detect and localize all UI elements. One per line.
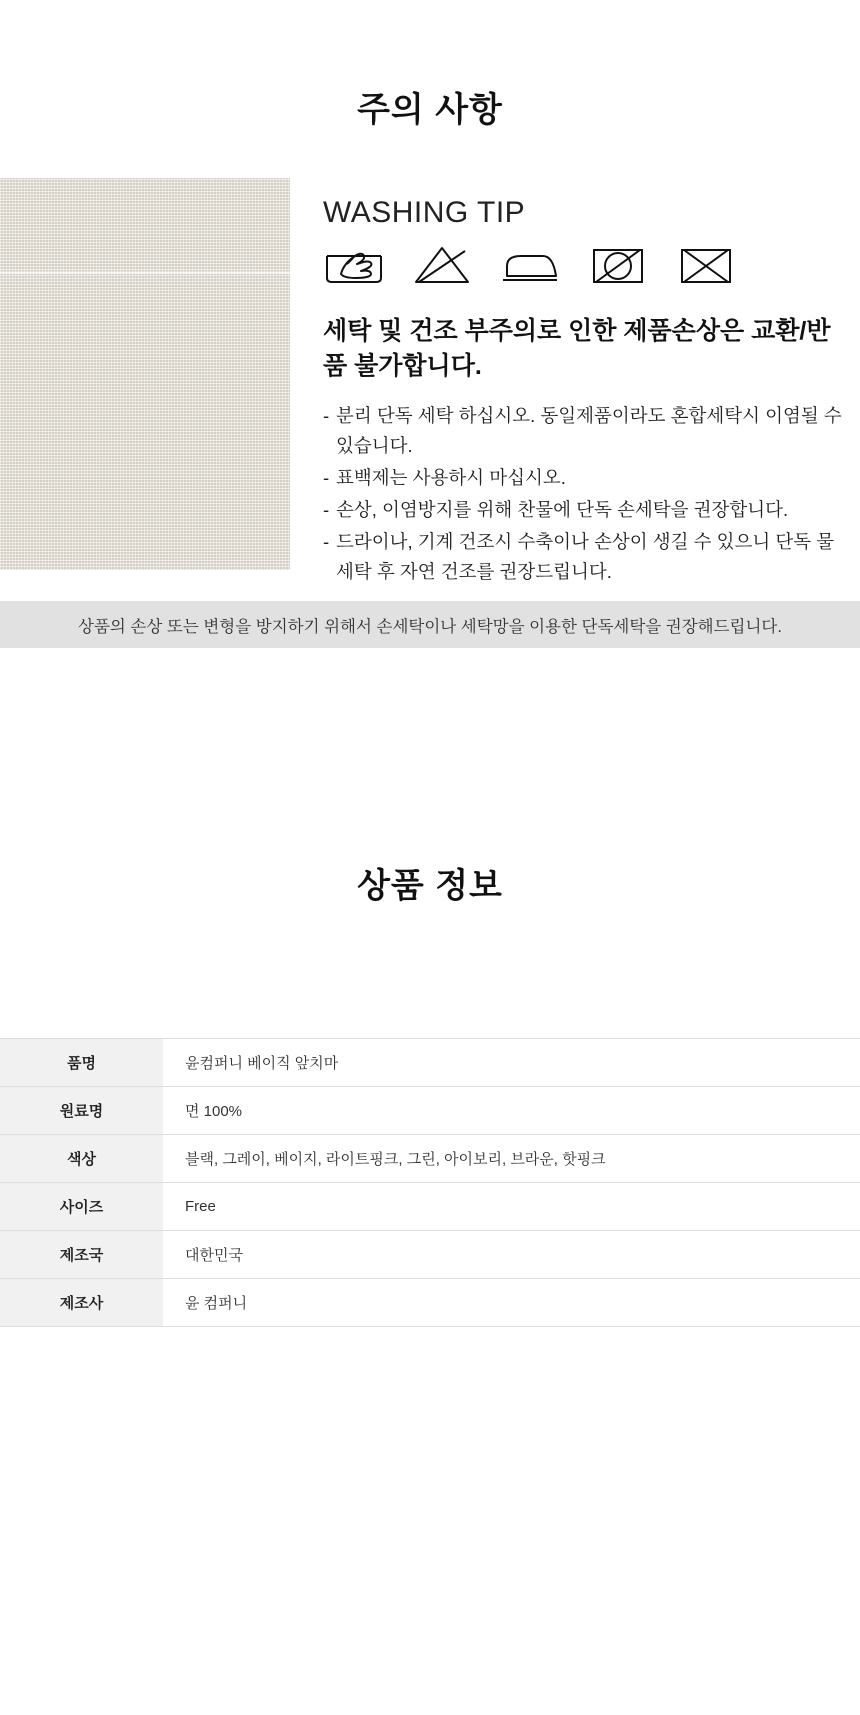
list-item: [323, 463, 843, 493]
washing-notes-list: [323, 401, 843, 587]
list-item: [323, 401, 843, 461]
list-dash: -: [323, 405, 330, 426]
table-row-label: 원료명: [0, 1087, 163, 1135]
do-not-tumble-dry-icon: [587, 244, 649, 286]
table-row-value: 블랙, 그레이, 베이지, 라이트핑크, 그린, 아이보리, 브라운, 핫핑크: [163, 1135, 860, 1183]
table-row-label: 사이즈: [0, 1183, 163, 1231]
caution-section-title: 주의 사항: [357, 91, 503, 129]
table-row-label: 제조국: [0, 1231, 163, 1279]
table-row-label: 품명: [0, 1039, 163, 1087]
washing-notice-text: 상품의 손상 또는 변형을 방지하기 위해서 손세탁이나 세탁망을 이용한 단독세탁을 권장해드립니다.: [78, 617, 782, 636]
washing-note-text: 손상, 이염방지를 위해 찬물에 단독 손세탁을 권장합니다.: [336, 498, 789, 520]
care-symbol-row: [323, 244, 843, 286]
table-row: [0, 1231, 860, 1279]
table-row-value: 윤 컴퍼니: [163, 1279, 860, 1327]
hand-wash-icon: [323, 244, 385, 286]
fabric-seam-line: [0, 271, 290, 274]
fabric-swatch-image: [0, 178, 290, 570]
product-info-table: [0, 1038, 860, 1327]
table-row-value: 면 100%: [163, 1087, 860, 1135]
washing-tip-block: [323, 196, 843, 589]
list-item: [323, 495, 843, 525]
washing-warning-heading: 세탁 및 건조 부주의로 인한 제품손상은 교환/반품 불가합니다.: [323, 317, 831, 380]
table-row-value: 대한민국: [163, 1231, 860, 1279]
list-dash: -: [323, 498, 330, 520]
washing-tip-label: WASHING TIP: [323, 196, 526, 229]
do-not-dry-clean-icon: [675, 244, 737, 286]
table-row-value: 윤컴퍼니 베이직 앞치마: [163, 1039, 860, 1087]
table-row: [0, 1135, 860, 1183]
table-row-label: 색상: [0, 1135, 163, 1183]
do-not-bleach-icon: [411, 244, 473, 286]
iron-low-icon: [499, 244, 561, 286]
table-row-value: Free: [163, 1183, 860, 1231]
list-item: [323, 527, 843, 587]
table-row: [0, 1279, 860, 1327]
table-row: [0, 1183, 860, 1231]
washing-notice-bar: [0, 601, 860, 648]
washing-note-text: 드라이나, 기계 건조시 수축이나 손상이 생길 수 있으니 단독 물세탁 후 자연 건조를 권장드립니다.: [336, 530, 835, 582]
list-dash: -: [323, 530, 330, 552]
table-row: [0, 1087, 860, 1135]
table-row-label: 제조사: [0, 1279, 163, 1327]
washing-note-text: 분리 단독 세탁 하십시오. 동일제품이라도 혼합세탁시 이염될 수 있습니다.: [336, 405, 842, 456]
product-info-title: 상품 정보: [357, 867, 503, 905]
washing-note-text: 표백제는 사용하시 마십시오.: [336, 466, 566, 488]
table-row: [0, 1039, 860, 1087]
list-dash: -: [323, 466, 330, 488]
